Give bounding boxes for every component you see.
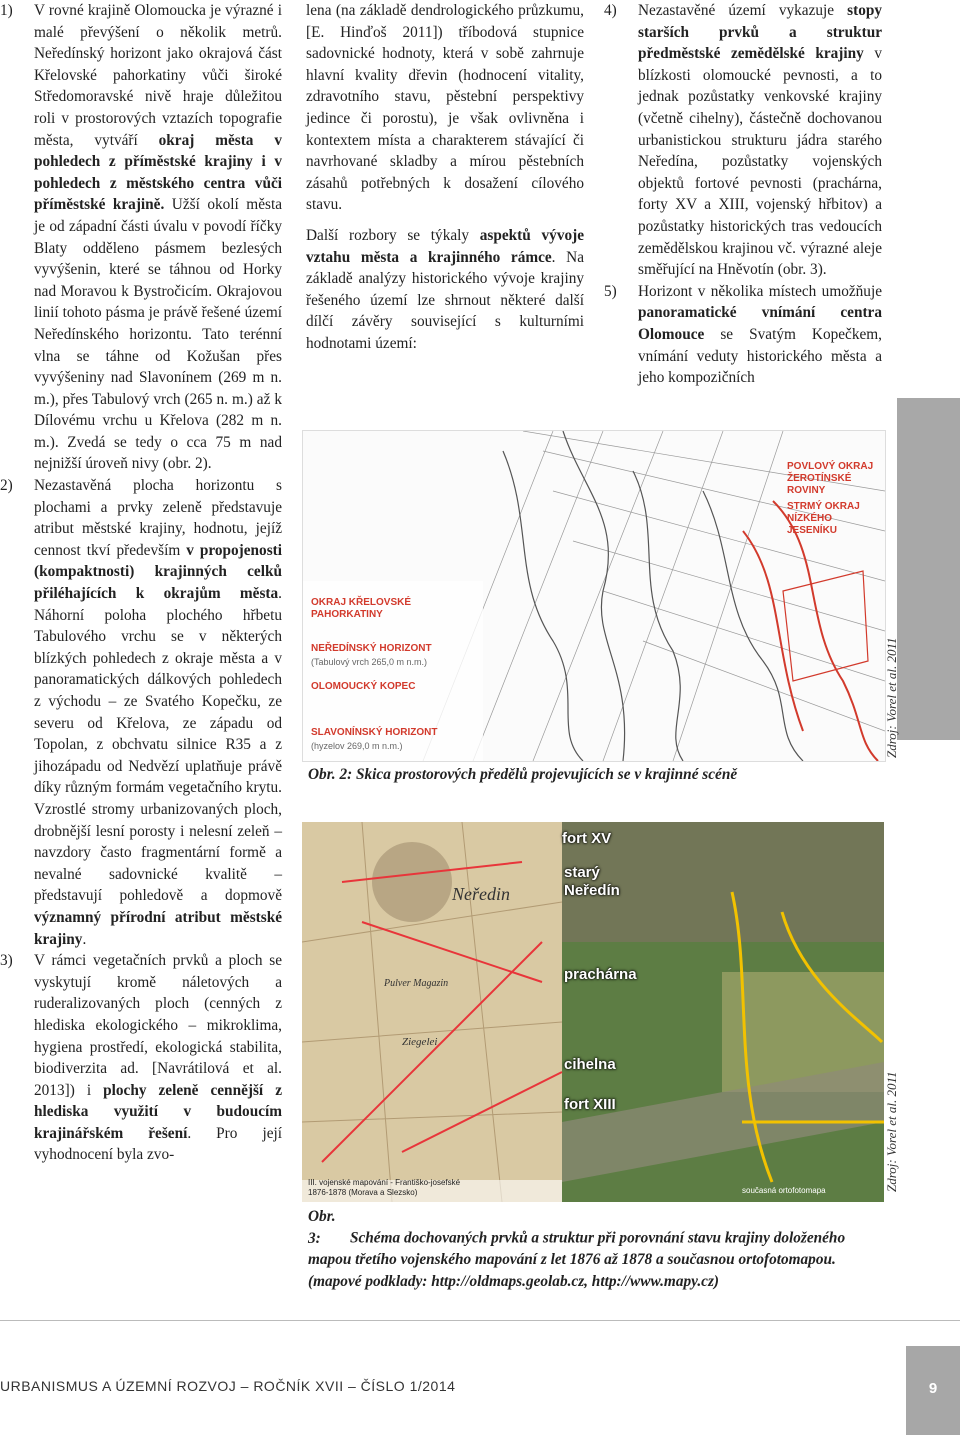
text-run: V rovné krajině Olomoucka je výrazné i malé převýšení o několik metrů. Neředínský horizont jako okrajová část Křelovské pahorkatiny vůči široké Středomoravské nivě hraje důležitou roli v prostorových vztazích topografie města, vytváří	[34, 2, 282, 149]
figure-3-caption	[308, 1206, 888, 1292]
bold-run: aspektů vývoje vztahu města a krajinného rámce	[306, 226, 584, 266]
bold-run: stopy starších prvků a struktur předměstské zemědělské krajiny	[638, 2, 882, 63]
list-number: 3)	[0, 952, 13, 970]
map-note	[308, 1178, 460, 1198]
text-run: V rámci vegetačních prvků a ploch se vyskytují kromě náletových a ruderalizovaných ploch (cenných z hlediska ekologického – mikroklima, hygiena prostředí, ekologická stabilita, biodiverzita ad. [Navrátilová et al. 2013]) i	[34, 952, 282, 1099]
figure-2-sketch	[302, 430, 886, 762]
bold-run: v propojenosti (kompaktnosti) krajinných celků přiléhajících k okrajům města	[34, 541, 282, 603]
old-map-text: Neředin	[452, 884, 510, 904]
paragraph: lena (na základě dendrologického průzkumu, [E. Hinďoš 2011]) tříbodová stupnice sadovnické hodnoty, která v sobě zahrnuje hlavní kvality dřevin (hodnocení vitality, zdravotního stavu, pěstební perspektivy jedince či porostu), je však ovlivněna i kontextem místa a charakterem stávající či navrhované skladby a mírou pěstebních zásahů potřebných k dosažení cílového stavu.	[306, 2, 584, 214]
map-label: fort XIII	[564, 1096, 616, 1113]
text-column-1	[0, 0, 282, 1166]
list-number: 5)	[604, 282, 617, 300]
list-item-1	[0, 0, 282, 475]
legend-item: POVLOVÝ OKRAJ ŽEROTÍNSKÉ ROVINY	[787, 461, 874, 496]
paragraph	[306, 225, 584, 355]
figure-2-source: Zdroj: Vorel et al. 2011	[884, 637, 899, 758]
side-tab	[897, 398, 960, 740]
map-note: současná ortofotomapa	[742, 1186, 826, 1195]
caption-label: Obr. 3:	[308, 1208, 336, 1247]
legend-item: OKRAJ KŘELOVSKÉ PAHORKATINY	[311, 597, 412, 620]
list-item-5	[604, 281, 882, 389]
text-run: .	[82, 930, 87, 948]
text-column-3	[604, 0, 882, 389]
legend-sub: (Tabulový vrch 265,0 m n.m.)	[311, 657, 428, 667]
bold-run: plochy zeleně cennější z hlediska využití v budoucím krajinářském řešení	[34, 1081, 282, 1142]
list-number: 2)	[0, 477, 13, 495]
figure-3-source: Zdroj: Vorel et al. 2011	[884, 1071, 899, 1192]
legend-sub: (hyzelov 269,0 m n.m.)	[311, 741, 403, 751]
legend-item: SLAVONÍNSKÝ HORIZONT	[311, 727, 438, 738]
list-item-3	[0, 950, 282, 1166]
footer-rule	[0, 1320, 960, 1321]
bold-run: panoramatické vnímání centra Olomouce	[638, 304, 882, 343]
text-run: . Pro její vyhodnocení byla zvo-	[34, 1124, 282, 1164]
map-label: prachárna	[564, 966, 637, 983]
page-number: 9	[928, 1380, 938, 1397]
journal-footer: URBANISMUS A ÚZEMNÍ ROZVOJ – ROČNÍK XVII – ČÍSLO 1/2014	[0, 1378, 456, 1394]
text-run: Horizont v několika místech umožňuje	[638, 282, 882, 300]
list-number: 1)	[0, 2, 13, 19]
map-label: cihelna	[564, 1056, 616, 1073]
page-number-box	[906, 1346, 960, 1435]
map-note-line: III. vojenské mapování - Františko-josefské	[308, 1178, 461, 1187]
text-column-2	[306, 0, 584, 355]
map-note-line: 1876-1878 (Morava a Slezsko)	[308, 1188, 418, 1197]
text-run: se Svatým Kopečkem, vnímání veduty historického města a jeho kompozičních	[638, 325, 882, 387]
legend-item: STRMÝ OKRAJ NÍZKÉHO JESENÍKU	[787, 501, 860, 536]
legend-item: OLOMOUCKÝ KOPEC	[311, 681, 416, 692]
legend-item: NEŘEDÍNSKÝ HORIZONT	[311, 643, 432, 654]
figure-3-maps	[302, 822, 884, 1202]
bold-run: okraj města v pohledech z příměstské krajiny i v pohledech z městského centra vůči příměstské krajině.	[34, 131, 283, 214]
list-item-2	[0, 475, 282, 950]
text-run: Užší okolí města je od západní části úvalu v povodí říčky Blaty odděleno pásmem bezlesých vyvýšenin, které se táhnou od Horky nad Moravou k Bystročicím. Okrajovou linií tohoto pásma je právě řešené území Neředínského horizontu. Tato terénní vlna se táhne od Kožušan přes vyvýšeniny nad Slavonínem (269 m n. m.), přes Tabulový vrch (265 n. m.) až k Dílovému vrchu u Křelova (282 m n. m.). Zvedá se tedy o cca 75 m nad nejnižší úroveň nivy (obr. 2).	[34, 196, 282, 473]
figure-2-caption: Obr. 2: Skica prostorových předělů projevujících se v krajinné scéně	[308, 766, 738, 783]
bold-run: významný přírodní atribut městské krajiny	[34, 908, 282, 948]
old-map-text: Pulver Magazin	[384, 978, 449, 989]
text-run: v blízkosti olomoucké pevnosti, a to jednak pozůstatky venkovské krajiny (včetně cihelny), částečně dochovanou urbanistickou strukturu jádra starého Neředína, pozůstatky vojenských objektů fortové pevnosti (prachárna, forty XV a XIII, vojenský hřbitov) a pozůstatky historických tras vedoucích zemědělskou krajinou vč. výrazné aleje směřující na Hněvotín (obr. 3).	[638, 45, 882, 279]
caption-text: Schéma dochovaných prvků a struktur při porovnání stavu krajiny doloženého mapou třetího vojenského mapování z let 1876 až 1878 a současnou ortofotomapou. (mapové podklady: http://oldmaps.geolab.cz, http://www.mapy.cz)	[308, 1229, 846, 1290]
map-label: fort XV	[562, 830, 612, 847]
text-run: . Náhorní poloha plochého hřbetu Tabulového vrchu se v některých blízkých pohledech z okraje města a v panoramatických dálkových pohledech z východu – ze Svatého Kopečku, ze severu od Křelova, ze západu od Topolan, z obchvatu silnice R35 a z jihozápadu od Nedvězí uplatňuje právě díky různým formám vegetačního krytu. Vzrostlé stromy urbanizovaných ploch, drobnější lesní porosty i nelesní zeleň – navzdory často fragmentární formě a nevalné sadovnické kvalitě – představují pohledově a dopmově	[34, 585, 282, 905]
list-number: 4)	[604, 2, 617, 19]
text-run: Nezastavěná plocha horizontu s plochami a prvky zeleně představuje atribut městské krajiny, hodnotu, jejíž cennost tkví především	[34, 477, 282, 559]
map-label: starý Neředín	[564, 864, 620, 899]
old-map-text: Ziegelei	[402, 1036, 438, 1048]
text-run: . Na základě analýzy historického vývoje krajiny řešeného území lze shrnout některé další dílčí závěry související s kulturními hodnotami území:	[306, 248, 584, 352]
text-run: Nezastavěné území vykazuje	[638, 2, 848, 19]
text-run: Další rozbory se týkaly	[306, 226, 480, 244]
list-item-4	[604, 0, 882, 281]
